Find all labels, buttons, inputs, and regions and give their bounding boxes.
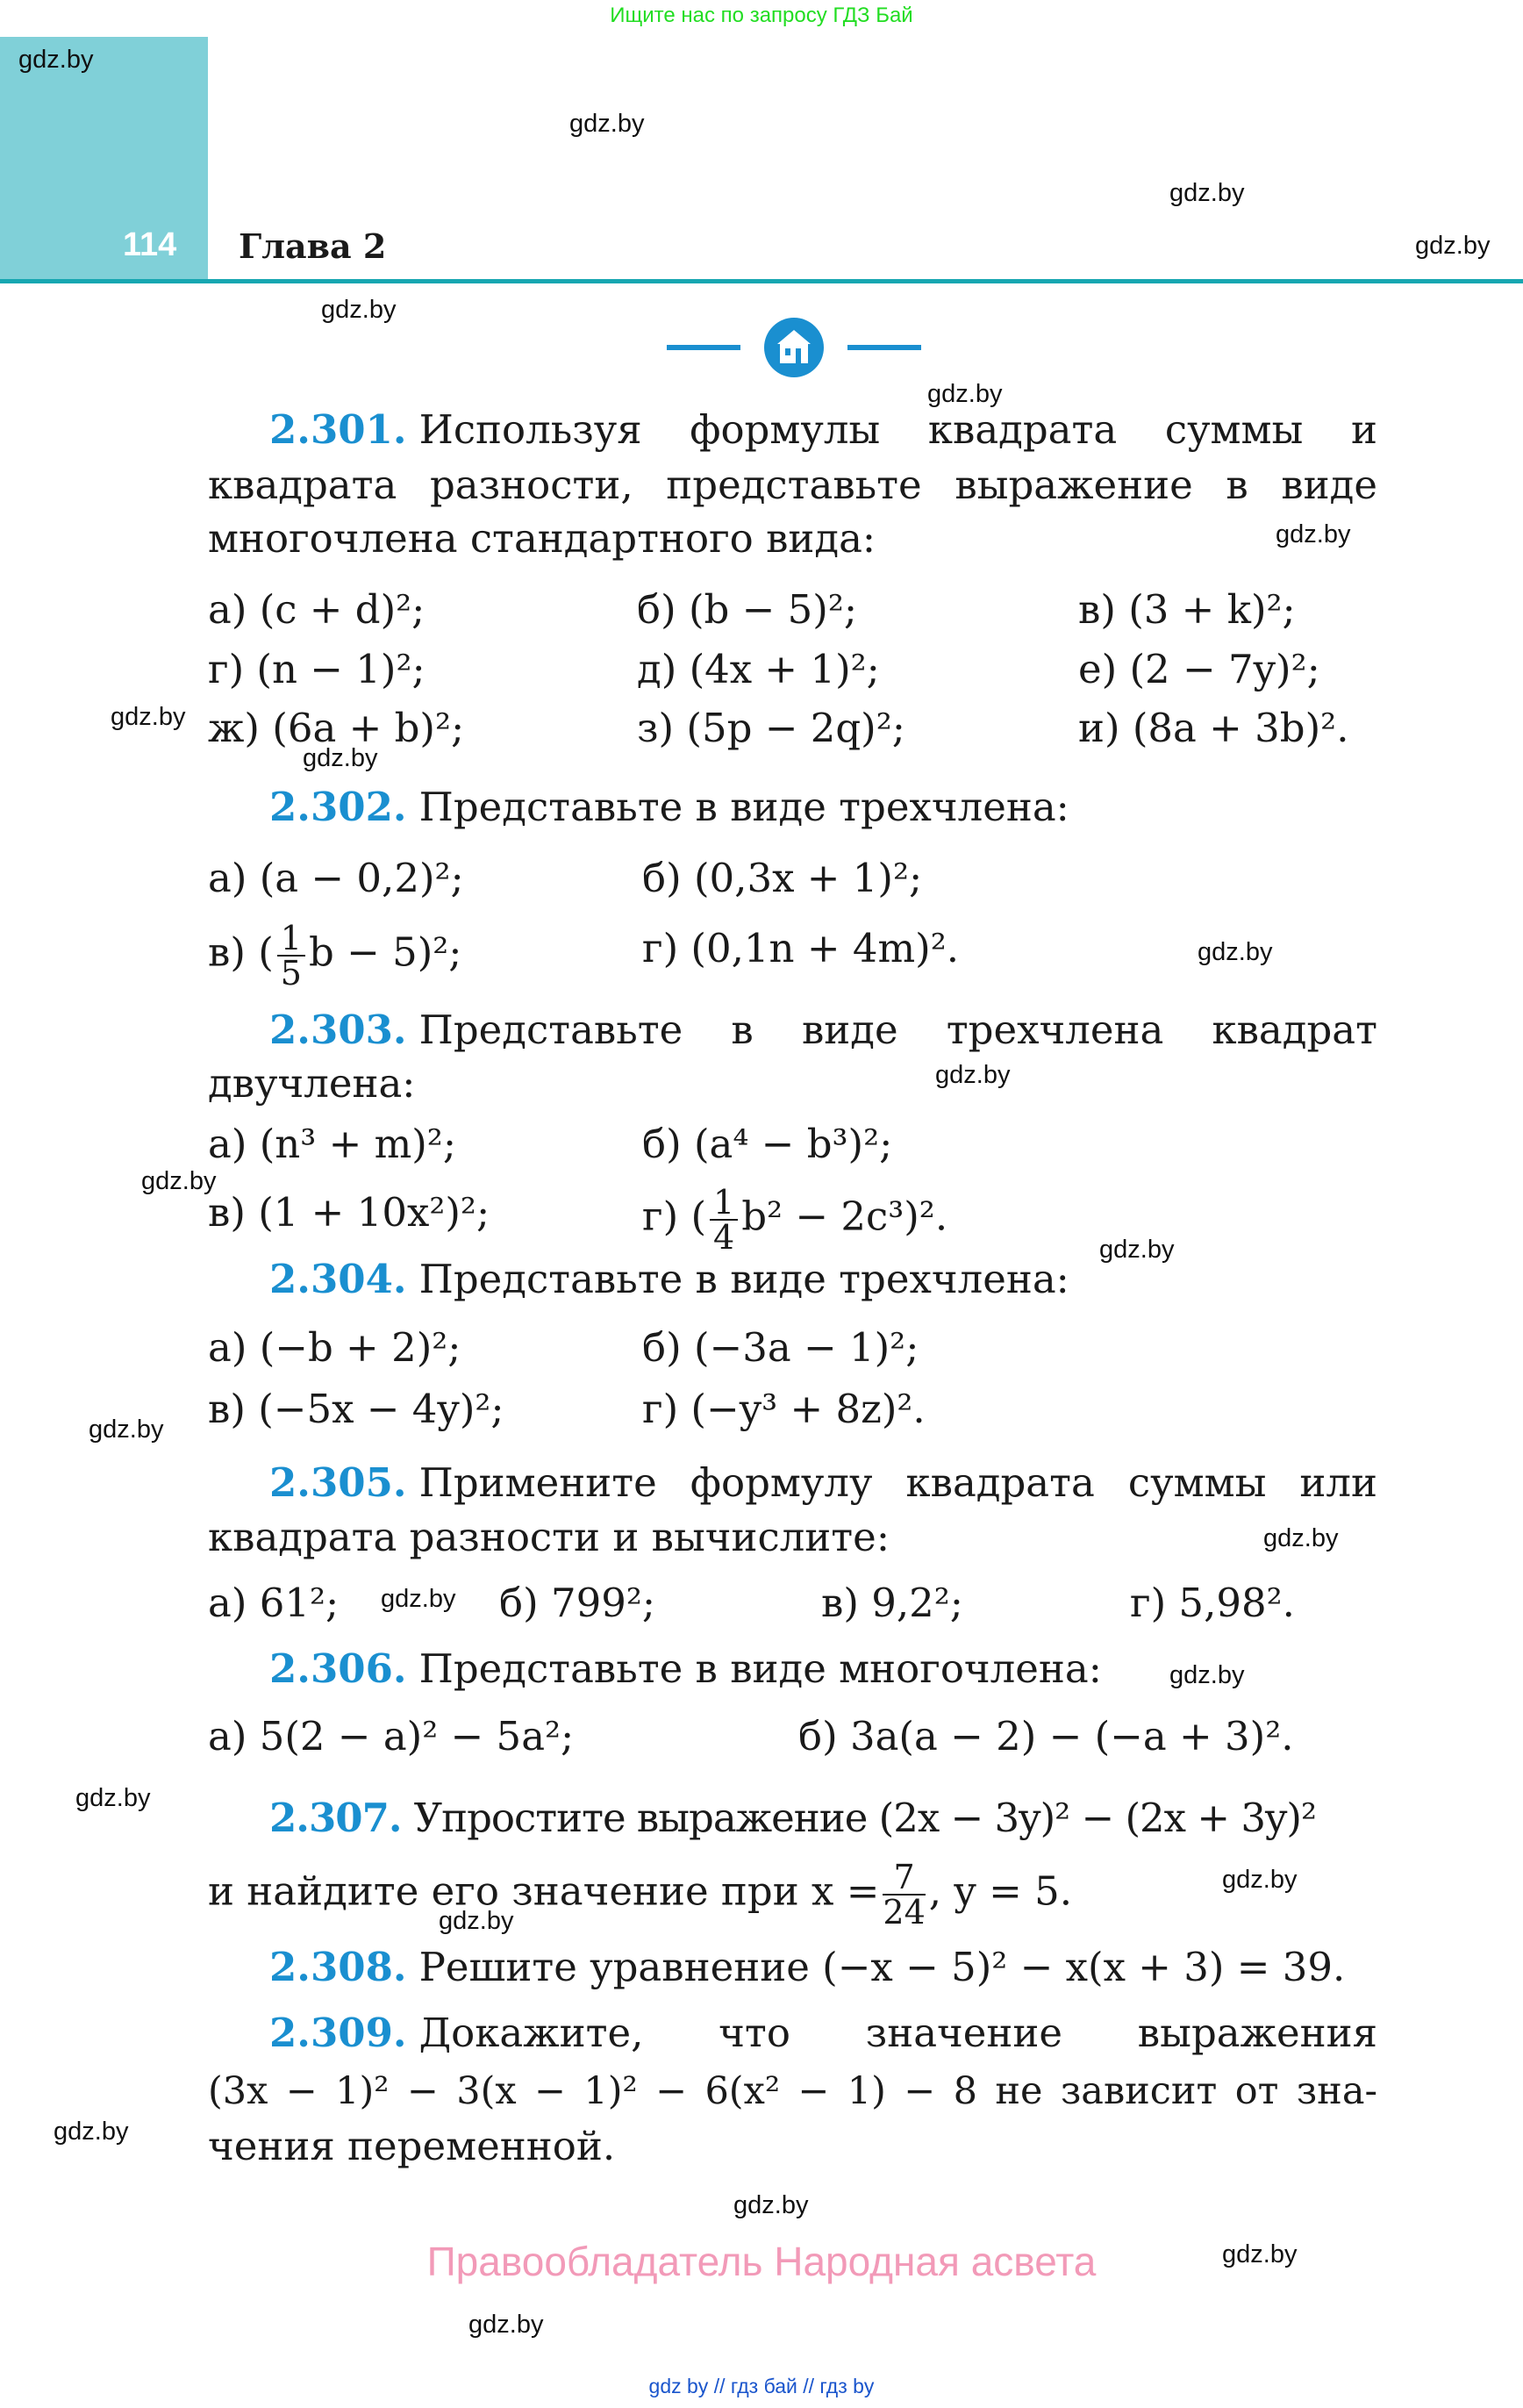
item: г) (0,1n + 4m)².	[642, 925, 960, 971]
watermark: gdz.by	[1099, 1236, 1175, 1264]
watermark: gdz.by	[381, 1585, 456, 1613]
watermark: gdz.by	[733, 2191, 809, 2219]
problem-text: чения переменной.	[208, 2123, 616, 2169]
item: б) (−3a − 1)²;	[642, 1324, 919, 1371]
top-banner[interactable]: Ищите нас по запросу ГДЗ Бай	[610, 4, 913, 27]
problem-text: многочлена стандартного вида:	[208, 515, 876, 562]
item: б) (0,3x + 1)²;	[642, 855, 923, 901]
problem-2-305	[208, 1456, 1377, 1510]
watermark: gdz.by	[1198, 938, 1273, 966]
watermark: gdz.by	[927, 380, 1003, 408]
watermark: gdz.by	[569, 110, 645, 138]
watermark: gdz.by	[468, 2311, 544, 2339]
problem-number: 2.308.	[269, 1944, 407, 1990]
watermark: gdz.by	[141, 1167, 217, 1195]
problem-text: и найдите его значение при x = $\frac{7}{24}$ , y = 5.	[208, 1858, 1073, 1931]
item: в) (1 + 10x²)²;	[208, 1189, 490, 1236]
item: в) (3 + k)²;	[1078, 586, 1296, 633]
problem-number: 2.302.	[269, 784, 407, 830]
item: б) 799²;	[499, 1580, 656, 1626]
problem-text: Представьте в виде трехчлена:	[418, 784, 1069, 830]
problem-number: 2.305.	[269, 1459, 407, 1506]
watermark: gdz.by	[54, 2118, 129, 2146]
item: ж) (6a + b)²;	[208, 705, 465, 751]
item: а) (−b + 2)²;	[208, 1324, 461, 1371]
problem-text: двучлена:	[208, 1060, 416, 1107]
watermark: gdz.by	[1169, 1661, 1245, 1689]
problem-2-304	[208, 1252, 1377, 1307]
problem-text: Представьте в виде трехчлена:	[418, 1256, 1069, 1302]
problem-number: 2.309.	[269, 2010, 407, 2056]
item: а) (n³ + m)²;	[208, 1121, 457, 1167]
item: е) (2 − 7y)²;	[1078, 646, 1320, 692]
fraction: $\frac{1}{4}$	[710, 1186, 738, 1254]
watermark: gdz.by	[1276, 520, 1351, 548]
watermark: gdz.by	[303, 744, 378, 772]
problem-number: 2.304.	[269, 1256, 407, 1302]
problem-2-302	[208, 780, 1377, 835]
page-number: 114	[123, 226, 177, 263]
problem-number: 2.307.	[269, 1795, 402, 1841]
item: з) (5p − 2q)²;	[637, 705, 905, 751]
item: г) 5,98².	[1130, 1580, 1295, 1626]
watermark: gdz.by	[321, 296, 397, 324]
item: в) ( $\frac{1}{5}$ b − 5)²;	[208, 919, 462, 993]
item: д) (4x + 1)²;	[637, 646, 880, 692]
watermark: gdz.by	[18, 46, 94, 74]
problem-text: Примените формулу квадрата суммы или	[418, 1459, 1377, 1506]
problem-number: 2.301.	[269, 406, 407, 453]
item: а) 5(2 − a)² − 5a²;	[208, 1713, 575, 1759]
problem-text: Представьте в виде трехчлена квадрат	[418, 1007, 1377, 1053]
watermark: gdz.by	[1169, 179, 1245, 207]
item: в) 9,2²;	[821, 1580, 963, 1626]
problem-2-307	[208, 1791, 1377, 1845]
item: г) ( $\frac{1}{4}$ b² − 2c³)².	[642, 1183, 948, 1257]
watermark: gdz.by	[935, 1061, 1011, 1089]
item: б) (a⁴ − b³)²;	[642, 1121, 893, 1167]
house-icon	[667, 318, 921, 377]
item: и) (8a + 3b)².	[1078, 705, 1349, 751]
item: б) (b − 5)²;	[637, 586, 858, 633]
watermark: gdz.by	[111, 703, 186, 731]
problem-2-308	[208, 1940, 1377, 1995]
problem-text: Упростите выражение (2x − 3y)² − (2x + 3y)²	[413, 1795, 1317, 1841]
item: а) (a − 0,2)²;	[208, 855, 464, 901]
problem-text: квадрата разности и вычислите:	[208, 1514, 890, 1560]
problem-text: квадрата разности, представьте выражение в виде	[208, 462, 1377, 508]
watermark: gdz.by	[439, 1907, 514, 1935]
problem-2-303	[208, 1003, 1377, 1057]
watermark: gdz.by	[1263, 1524, 1339, 1552]
watermark: gdz.by	[75, 1784, 151, 1812]
problem-text: (3x − 1)² − 3(x − 1)² − 6(x² − 1) − 8 не зависит от зна-	[208, 2069, 1377, 2113]
item: а) 61²;	[208, 1580, 340, 1626]
watermark: gdz.by	[89, 1415, 164, 1444]
watermark: gdz.by	[1415, 232, 1491, 260]
footer-links[interactable]: gdz by // гдз бай // гдз by	[648, 2375, 875, 2397]
copyright-notice: Правообладатель Народная асвета	[426, 2239, 1097, 2284]
item: б) 3a(a − 2) − (−a + 3)².	[798, 1713, 1294, 1759]
header-rule	[0, 279, 1523, 283]
watermark: gdz.by	[1222, 2240, 1298, 2268]
problem-text: Докажите, что значение выражения	[418, 2010, 1377, 2056]
item: а) (c + d)²;	[208, 586, 425, 633]
item: г) (−y³ + 8z)².	[642, 1386, 926, 1432]
fraction: $\frac{1}{5}$	[277, 921, 305, 990]
problem-number: 2.306.	[269, 1645, 407, 1692]
problem-text: Решите уравнение (−x − 5)² − x(x + 3) = 39.	[418, 1944, 1346, 1990]
problem-2-309	[208, 2006, 1377, 2060]
fraction: $\frac{7}{24}$	[883, 1858, 926, 1931]
problem-text: Представьте в виде многочлена:	[418, 1645, 1102, 1692]
problem-2-301	[208, 403, 1377, 457]
item: в) (−5x − 4y)²;	[208, 1386, 504, 1432]
problem-text: Используя формулы квадрата суммы и	[418, 406, 1377, 453]
problem-number: 2.303.	[269, 1007, 407, 1053]
watermark: gdz.by	[1222, 1866, 1298, 1894]
chapter-title: Глава 2	[239, 226, 387, 266]
item: г) (n − 1)²;	[208, 646, 425, 692]
